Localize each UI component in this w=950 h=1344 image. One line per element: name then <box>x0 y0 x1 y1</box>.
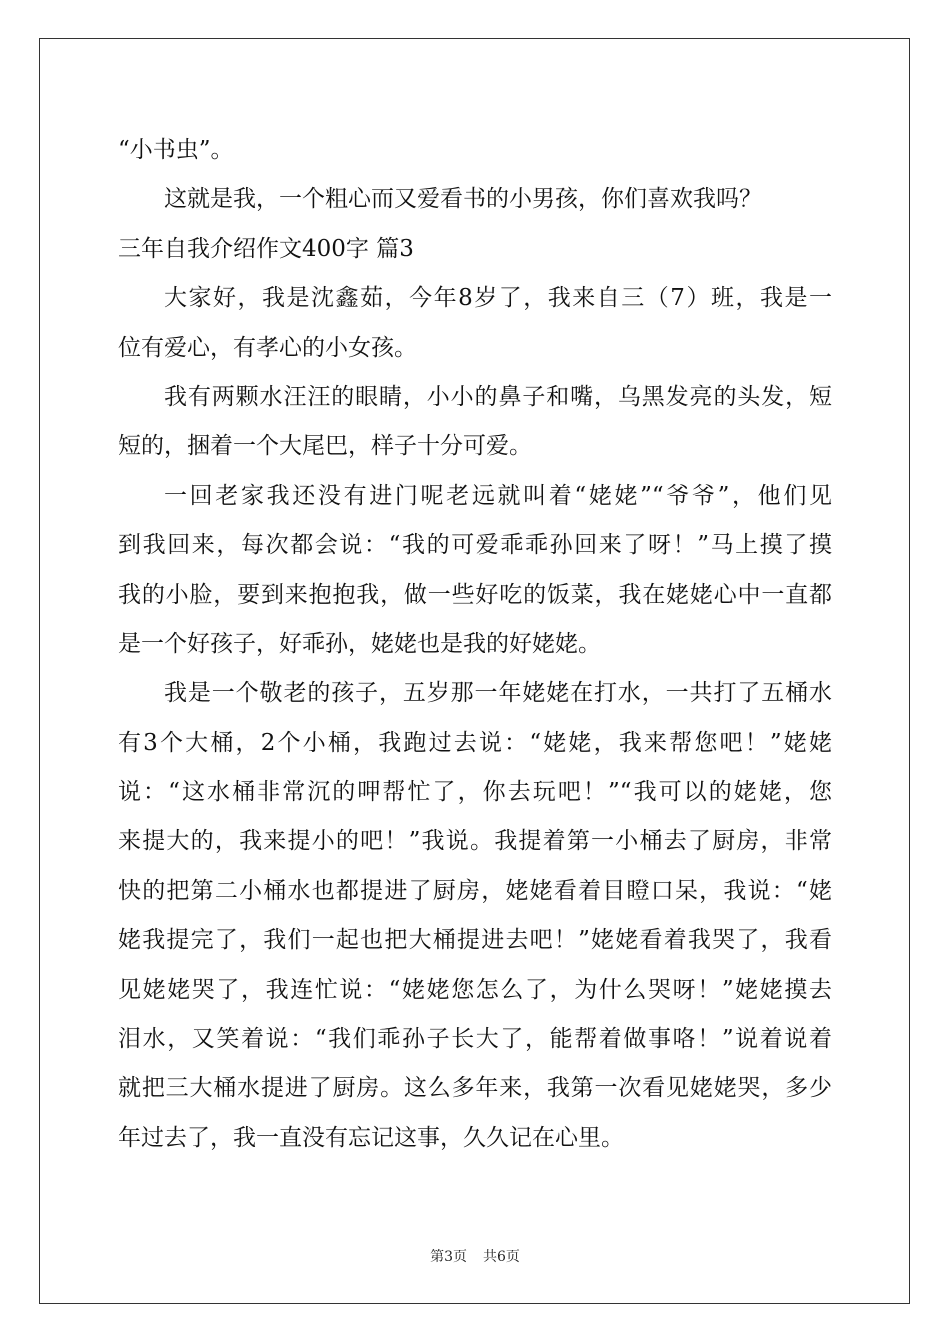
document-body <box>118 126 832 1163</box>
text-line: 泪水，又笑着说：“我们乖孙子长大了，能帮着做事咯！”说着说着 <box>118 1026 832 1053</box>
text-line: 一回老家我还没有进门呢老远就叫着“姥姥”“爷爷”，他们见 <box>164 482 832 509</box>
text-line: 位有爱心，有孝心的小女孩。 <box>118 334 417 361</box>
text-line: 说：“这水桶非常沉的呷帮忙了，你去玩吧！”“我可以的姥姥，您 <box>118 779 832 806</box>
text-line: 就把三大桶水提进了厨房。这么多年来，我第一次看见姥姥哭，多少 <box>118 1075 832 1102</box>
text-line: 姥我提完了，我们一起也把大桶提进去吧！”姥姥看着我哭了，我看 <box>118 927 832 954</box>
text-line: 我是一个敬老的孩子，五岁那一年姥姥在打水，一共打了五桶水 <box>164 680 832 707</box>
page-number: 第3页 <box>430 1249 467 1265</box>
text-line: 有3个大桶，2个小桶，我跑过去说：“姥姥，我来帮您吧！”姥姥 <box>118 729 832 756</box>
text-line: “小书虫”。 <box>118 137 234 163</box>
page-total: 共6页 <box>483 1249 520 1265</box>
text-line: 见姥姥哭了，我连忙说：“姥姥您怎么了，为什么哭呀！”姥姥摸去 <box>118 976 832 1003</box>
page-footer <box>0 1246 950 1266</box>
text-line: 短的，捆着一个大尾巴，样子十分可爱。 <box>118 433 532 460</box>
text-line: 我有两颗水汪汪的眼睛，小小的鼻子和嘴，乌黑发亮的头发，短 <box>164 383 832 410</box>
text-line: 到我回来，每次都会说：“我的可爱乖乖孙回来了呀！”马上摸了摸 <box>118 532 832 559</box>
text-line: 来提大的，我来提小的吧！”我说。我提着第一小桶去了厨房，非常 <box>118 828 832 855</box>
text-line: 这就是我，一个粗心而又爱看书的小男孩，你们喜欢我吗？ <box>164 186 762 213</box>
text-line: 年过去了，我一直没有忘记这事，久久记在心里。 <box>118 1124 624 1151</box>
text-line: 我的小脸，要到来抱抱我，做一些好吃的饭菜，我在姥姥心中一直都 <box>118 581 832 608</box>
text-line: 大家好，我是沈鑫茹，今年8岁了，我来自三（7）班，我是一 <box>164 285 832 312</box>
section-heading: 三年自我介绍作文400字 篇3 <box>118 235 414 262</box>
text-line: 快的把第二小桶水也都提进了厨房，姥姥看着目瞪口呆，我说：“姥 <box>118 877 832 904</box>
text-line: 是一个好孩子，好乖孙，姥姥也是我的好姥姥。 <box>118 630 601 657</box>
